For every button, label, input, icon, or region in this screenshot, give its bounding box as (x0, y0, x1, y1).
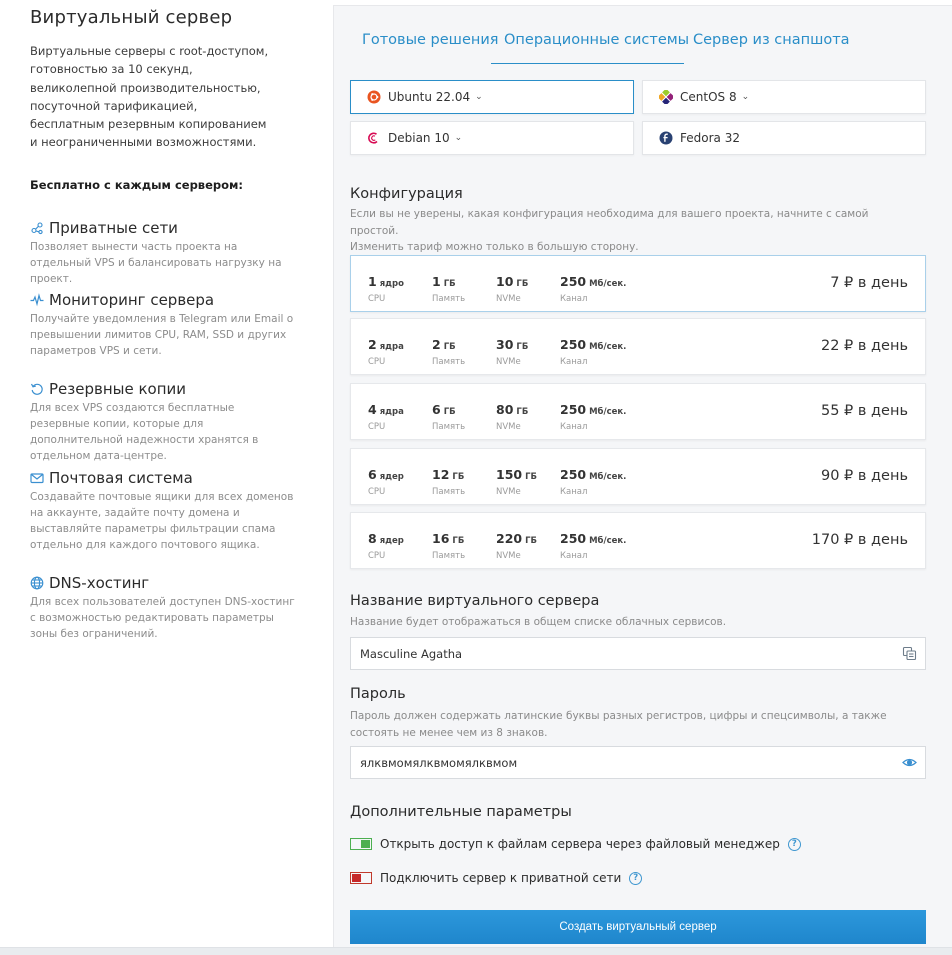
spec-unit: ГБ (516, 342, 529, 352)
plan-net (560, 271, 626, 304)
spec-label: NVMe (496, 487, 521, 497)
plan-price: 170 ₽ в день (811, 532, 908, 548)
help-icon[interactable]: ? (788, 838, 801, 851)
extra-options-title: Дополнительные параметры (350, 804, 572, 820)
spec-unit: ГБ (525, 472, 537, 482)
spec-value: 6 (432, 402, 441, 417)
spec-value: 2 (368, 337, 377, 352)
spec-unit: ГБ (443, 342, 456, 352)
spec-label: Память (432, 422, 466, 432)
feature-desc: Получайте уведомления в Telegram или Email о превышении лимитов CPU, RAM, SSD и других параметров VPS и сети. (30, 313, 294, 357)
server-name-value: Masculine Agatha (360, 646, 463, 661)
server-name-title: Название виртуального сервера (350, 593, 600, 609)
tab-server-from-snapshot[interactable]: Сервер из снапшота (693, 32, 850, 48)
feature-title: Резервные копии (49, 380, 187, 398)
password-value: ялквмомялквмомялквмом (360, 755, 518, 770)
fedora-icon (659, 131, 673, 145)
feature-dns (30, 574, 295, 642)
spec-unit: ГБ (516, 407, 529, 417)
plan-row[interactable] (350, 255, 926, 312)
chevron-down-icon: ⌄ (741, 92, 750, 102)
intro-text: Виртуальные серверы с root-доступом, готовностью за 10 секунд, великолепной производительностью, посуточной тарификацией, бесплатным резервным копированием и неограниченными возможностями. (30, 44, 269, 150)
spec-label: Канал (560, 422, 588, 432)
option-file-manager (350, 837, 801, 851)
spec-unit: ядра (379, 342, 404, 352)
plan-row[interactable] (350, 512, 926, 569)
plan-cpu (368, 464, 404, 497)
spec-value: 30 (496, 337, 514, 352)
private-network-toggle[interactable] (350, 872, 372, 884)
spec-value: 16 (432, 531, 450, 546)
spec-label: CPU (368, 487, 386, 497)
server-name-desc: Название будет отображаться в общем списке облачных сервисов. (350, 616, 727, 628)
tab-ready-solutions[interactable]: Готовые решения (362, 32, 499, 48)
plan-disk (496, 271, 528, 304)
spec-unit: ГБ (443, 407, 456, 417)
spec-value: 8 (368, 531, 377, 546)
info-column (30, 0, 300, 640)
spec-unit: Мб/сек. (589, 472, 627, 482)
plan-row[interactable] (350, 318, 926, 375)
plan-ram (432, 399, 465, 432)
spec-unit: Мб/сек. (589, 536, 627, 546)
config-desc (350, 206, 910, 256)
os-label: Debian 10 (388, 131, 450, 145)
config-desc-line: Изменить тариф можно только в большую сторону. (350, 241, 639, 253)
plan-cpu (368, 271, 404, 304)
plan-price: 7 ₽ в день (830, 275, 908, 291)
copy-icon[interactable] (902, 646, 917, 661)
os-label: Ubuntu 22.04 (388, 90, 471, 104)
spec-unit: Мб/сек. (589, 342, 627, 352)
plan-disk (496, 334, 528, 367)
spec-unit: ГБ (443, 279, 456, 289)
spec-label: Канал (560, 357, 588, 367)
spec-label: NVMe (496, 422, 521, 432)
spec-label: Канал (560, 294, 588, 304)
spec-label: NVMe (496, 357, 521, 367)
feature-backups (30, 380, 295, 464)
spec-unit: ГБ (452, 472, 465, 482)
feature-desc: Для всех VPS создаются бесплатные резервные копии, которые для дополнительной надежности хранятся в отдельном дата-центре. (30, 402, 259, 462)
file-manager-toggle[interactable] (350, 838, 372, 850)
plan-net (560, 399, 626, 432)
option-private-network (350, 871, 642, 885)
spec-value: 250 (560, 274, 587, 289)
plan-price: 55 ₽ в день (820, 403, 908, 419)
plan-disk (496, 528, 537, 561)
feature-desc: Для всех пользователей доступен DNS-хостинг с возможностью редактировать параметры зоны без ограничений. (30, 596, 295, 640)
create-server-panel (333, 5, 952, 955)
spec-value: 250 (560, 531, 587, 546)
network-icon (30, 221, 44, 235)
spec-value: 150 (496, 467, 523, 482)
plan-price: 90 ₽ в день (820, 468, 908, 484)
plan-price: 22 ₽ в день (820, 338, 908, 354)
password-title: Пароль (350, 686, 406, 702)
feature-title: Почтовая система (49, 469, 193, 487)
spec-value: 80 (496, 402, 514, 417)
os-ubuntu[interactable] (350, 80, 634, 114)
page-title: Виртуальный сервер (30, 7, 233, 28)
spec-label: Канал (560, 487, 588, 497)
spec-value: 12 (432, 467, 450, 482)
centos-icon (659, 90, 673, 104)
spec-label: NVMe (496, 294, 521, 304)
spec-value: 4 (368, 402, 377, 417)
plan-cpu (368, 334, 404, 367)
plan-disk (496, 464, 537, 497)
spec-label: Память (432, 487, 466, 497)
spec-label: Память (432, 294, 466, 304)
spec-label: Канал (560, 551, 588, 561)
spec-unit: ГБ (452, 536, 465, 546)
spec-unit: ядер (379, 472, 404, 482)
spec-label: Память (432, 357, 466, 367)
feature-title: Приватные сети (49, 219, 178, 237)
spec-value: 250 (560, 402, 587, 417)
feature-mail (30, 469, 295, 553)
plan-ram (432, 334, 465, 367)
feature-monitoring (30, 291, 295, 359)
spec-value: 250 (560, 467, 587, 482)
tab-operating-systems[interactable]: Операционные системы (504, 32, 690, 48)
plan-row[interactable] (350, 383, 926, 440)
mail-icon (30, 471, 44, 485)
password-desc: Пароль должен содержать латинские буквы разных регистров, цифры и спецсимволы, а также состоять не менее чем из 8 знаков. (350, 710, 887, 739)
spec-label: CPU (368, 422, 386, 432)
spec-unit: Мб/сек. (589, 279, 627, 289)
plan-ram (432, 464, 465, 497)
os-fedora[interactable] (642, 121, 926, 155)
os-label: Fedora 32 (680, 131, 740, 145)
os-centos[interactable] (642, 80, 926, 114)
spec-unit: Мб/сек. (589, 407, 627, 417)
globe-icon (30, 576, 44, 590)
feature-title: DNS-хостинг (49, 574, 150, 592)
plan-net (560, 528, 626, 561)
plan-row[interactable] (350, 448, 926, 505)
os-debian[interactable] (350, 121, 634, 155)
server-name-input[interactable] (350, 637, 926, 670)
plan-net (560, 464, 626, 497)
plan-net (560, 334, 626, 367)
debian-icon (367, 131, 381, 145)
pulse-icon (30, 293, 44, 307)
spec-unit: ядро (379, 279, 404, 289)
plan-ram (432, 528, 465, 561)
os-label: CentOS 8 (680, 90, 737, 104)
spec-unit: ядра (379, 407, 404, 417)
create-server-button[interactable]: Создать виртуальный сервер (350, 910, 926, 944)
plan-cpu (368, 528, 404, 561)
plan-disk (496, 399, 528, 432)
eye-icon[interactable] (902, 755, 917, 770)
password-input[interactable] (350, 746, 926, 779)
spec-value: 250 (560, 337, 587, 352)
option-label: Подключить сервер к приватной сети (380, 871, 622, 885)
feature-desc: Создавайте почтовые ящики для всех доменов на аккаунте, задайте почту домена и выставляйте параметры фильтрации спама отдельно для каждого почтового ящика. (30, 491, 294, 551)
feature-desc: Позволяет вынести часть проекта на отдельный VPS и балансировать нагрузку на проект. (30, 241, 282, 285)
help-icon[interactable]: ? (629, 872, 642, 885)
spec-value: 1 (432, 274, 441, 289)
spec-label: NVMe (496, 551, 521, 561)
plan-cpu (368, 399, 404, 432)
spec-label: CPU (368, 294, 386, 304)
spec-value: 220 (496, 531, 523, 546)
tab-bar (334, 6, 952, 64)
spec-value: 2 (432, 337, 441, 352)
spec-value: 6 (368, 467, 377, 482)
spec-unit: ГБ (525, 536, 537, 546)
spec-value: 10 (496, 274, 514, 289)
free-features-title: Бесплатно с каждым сервером: (30, 177, 244, 192)
spec-label: CPU (368, 551, 386, 561)
active-tab-indicator (491, 63, 684, 64)
feature-private-network (30, 219, 295, 287)
config-title: Конфигурация (350, 186, 463, 202)
feature-title: Мониторинг сервера (49, 291, 215, 309)
backup-icon (30, 382, 44, 396)
plan-ram (432, 271, 465, 304)
spec-unit: ГБ (516, 279, 529, 289)
config-desc-line: Если вы не уверены, какая конфигурация необходима для вашего проекта, начните с самой простой. (350, 208, 869, 237)
chevron-down-icon: ⌄ (475, 92, 483, 102)
chevron-down-icon: ⌄ (454, 133, 463, 143)
bottom-strip (0, 947, 952, 955)
ubuntu-icon (367, 90, 381, 104)
spec-label: Память (432, 551, 466, 561)
spec-label: CPU (368, 357, 386, 367)
spec-unit: ядер (379, 536, 404, 546)
option-label: Открыть доступ к файлам сервера через файловый менеджер (380, 837, 780, 851)
spec-value: 1 (368, 274, 377, 289)
